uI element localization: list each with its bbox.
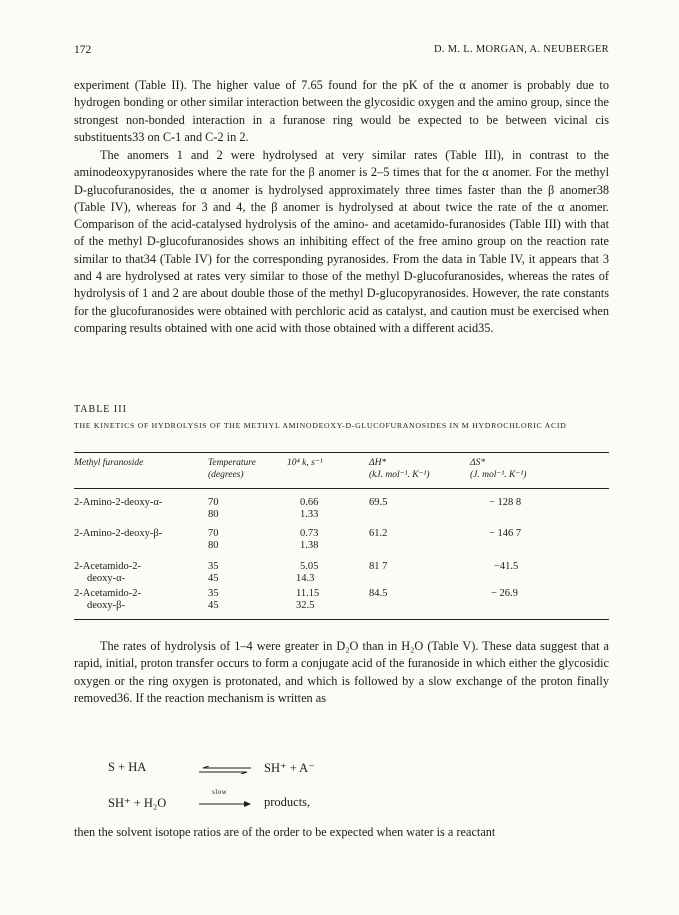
row-4-name-cont: deoxy-β-: [87, 600, 125, 611]
col-header-delta-s-unit: (J. mol⁻¹. K⁻¹): [470, 470, 527, 480]
row-1-k-2: 1.33: [300, 509, 319, 520]
row-3-temp-2: 45: [208, 573, 219, 584]
row-4-temp-2: 45: [208, 600, 219, 611]
row-2-k-1: 0.73: [300, 528, 319, 539]
row-3-k-2: 14.3: [296, 573, 315, 584]
table-top-rule: [74, 452, 609, 453]
col-header-delta-s: ΔS*: [470, 458, 486, 468]
col-header-delta-h: ΔH*: [369, 458, 387, 468]
table-header-rule: [74, 488, 609, 489]
paragraph-continued: experiment (Table II). The higher value of 7.65 found for the pK of the α anomer is probably due to hydrogen bonding or other similar interaction between the glycosidic oxygen and the amino group, since the strongest non-bonded interaction in a furanose ring would be expected to be between vicinal cis substituents33 on C-1 and C-2 in 2.: [74, 78, 609, 144]
row-1-delta-h: 69.5: [369, 497, 388, 508]
row-4-name: 2-Acetamido-2-: [74, 588, 142, 599]
row-3-name: 2-Acetamido-2-: [74, 561, 142, 572]
row-2-k-2: 1.38: [300, 540, 319, 551]
col-header-delta-h-unit: (kJ. mol⁻¹. K⁻¹): [369, 470, 430, 480]
row-4-delta-h: 84.5: [369, 588, 388, 599]
row-2-delta-s: − 146 7: [489, 528, 522, 539]
row-1-k-1: 0.66: [300, 497, 319, 508]
row-1-delta-s: − 128 8: [489, 497, 522, 508]
row-1-name: 2-Amino-2-deoxy-α-: [74, 497, 163, 508]
row-3-k-1: 5.05: [300, 561, 319, 572]
paragraph-conclusion: then the solvent isotope ratios are of the order to be expected when water is a reactant: [74, 825, 496, 839]
running-header: [74, 44, 609, 58]
col-header-rate-constant: 10⁴ k, s⁻¹: [287, 458, 323, 468]
equation-2-left: SH⁺ + H₂O: [108, 796, 167, 810]
row-2-name: 2-Amino-2-deoxy-β-: [74, 528, 163, 539]
reaction-arrow-icon: [199, 801, 251, 807]
journal-page: [74, 0, 609, 915]
col-header-furanoside: Methyl furanoside: [74, 458, 144, 468]
row-2-temp-2: 80: [208, 540, 219, 551]
equation-2-right: products,: [264, 795, 311, 809]
table-bottom-rule: [74, 619, 609, 620]
row-3-delta-h: 81 7: [369, 561, 388, 572]
row-1-temp-1: 70: [208, 497, 219, 508]
row-2-temp-1: 70: [208, 528, 219, 539]
table-label: TABLE III: [74, 404, 127, 415]
page-number: 172: [74, 44, 92, 56]
row-4-k-1: 11.15: [296, 588, 320, 599]
row-1-temp-2: 80: [208, 509, 219, 520]
equation-1-right: SH⁺ + A⁻: [264, 761, 315, 775]
paragraph-isotope-effect: The rates of hydrolysis of 1–4 were greater in D₂O than in H₂O (Table V). These data suggest that a rapid, initial, proton transfer occurs to form a conjugate acid of the furanoside in which either the glycosidic oxygen or the ring oxygen is protonated, and which is followed by a slow exchange of the proton finally removed36. If the reaction mechanism is written as: [74, 639, 609, 705]
col-header-temperature: Temperature: [208, 458, 256, 468]
row-3-name-cont: deoxy-α-: [87, 573, 126, 584]
row-4-k-2: 32.5: [296, 600, 315, 611]
table-title: THE KINETICS OF HYDROLYSIS OF THE METHYL AMINODEOXY-D-GLUCOFURANOSIDES IN M HYDROCHLORIC ACID: [74, 421, 567, 430]
row-4-temp-1: 35: [208, 588, 219, 599]
row-3-delta-s: −41.5: [494, 561, 519, 572]
equilibrium-arrow-icon: [199, 766, 251, 774]
equation-1-left: S + HA: [108, 760, 147, 774]
paragraph-hydrolysis-rates: The anomers 1 and 2 were hydrolysed at very similar rates (Table III), in contrast to the aminodeoxypyranosides where the rate for the β anomer is 2–5 times that for the α anomer. For the methyl D-glucofuranosides, the α anomer is hydrolysed approximately three times faster than the β anomer38 (Table IV), whereas for 3 and 4, the β anomer is hydrolysed at about twice the rate of the α anomer. Comparison of the acid-catalysed hydrolysis of the amino- and acetamido-furanosides (Table III) with that of the methyl D-glucofuranosides shows an inhibiting effect of the free amino group on the reaction rate similar to that34 (Table IV) for the corresponding pyranosides. From the data in Table IV, it appears that 3 and 4 are hydrolysed at rates very similar to those of the methyl D-glucofuranosides, whereas the rates of hydrolysis of 1 and 2 are about double those of the methyl D-glucopyranosides. However, the rate constants for the glucofuranosides were obtained with perchloric acid as catalyst, and caution must be exercised when comparing results obtained with one acid with those obtained with a different acid35.: [74, 148, 609, 335]
row-4-delta-s: − 26.9: [491, 588, 518, 599]
col-header-temperature-unit: (degrees): [208, 470, 244, 480]
equation-2-slow-label: slow: [212, 788, 228, 796]
row-3-temp-1: 35: [208, 561, 219, 572]
running-authors: D. M. L. MORGAN, A. NEUBERGER: [434, 44, 609, 55]
row-2-delta-h: 61.2: [369, 528, 388, 539]
